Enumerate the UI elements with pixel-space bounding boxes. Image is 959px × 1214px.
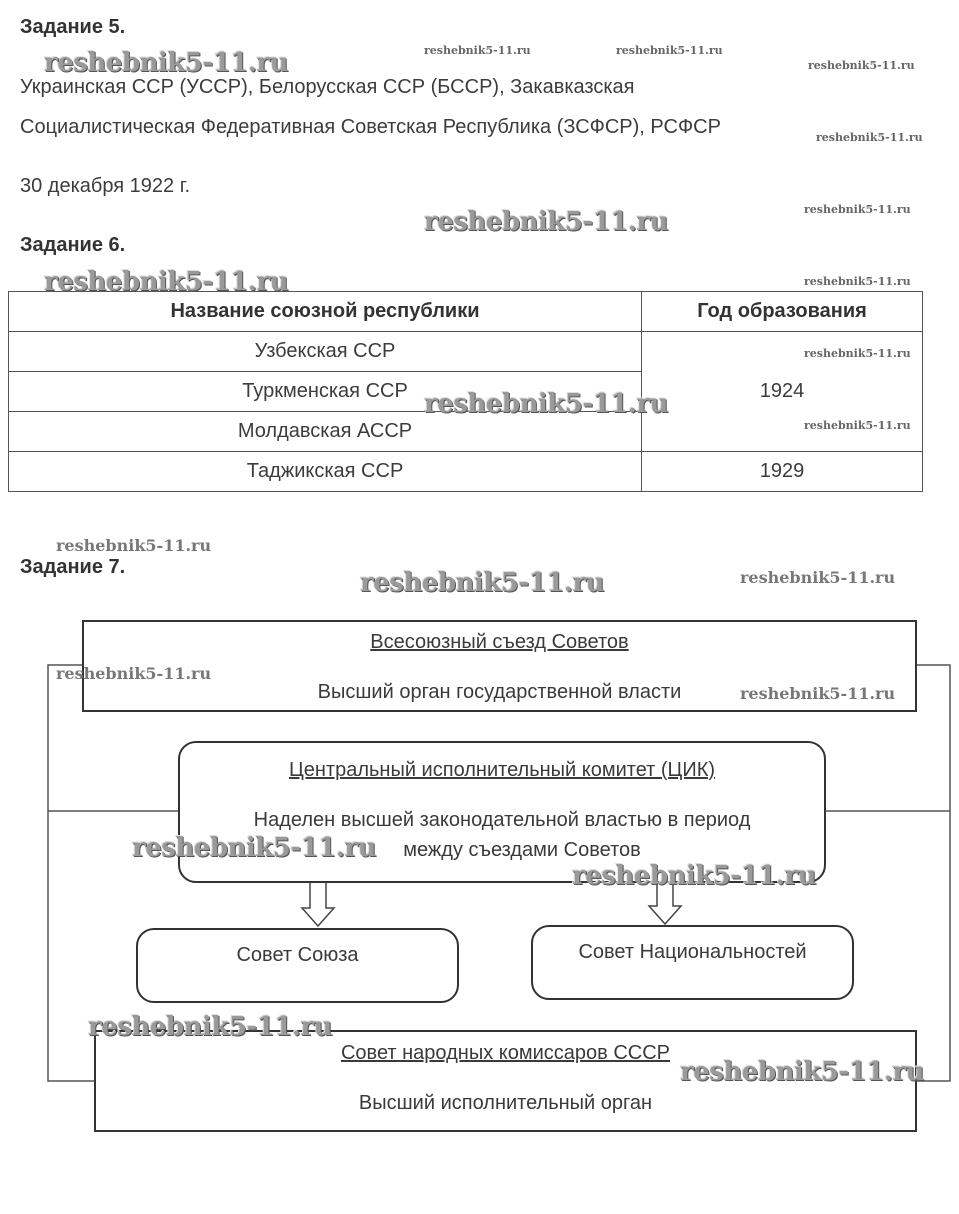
year-cell: 1929: [642, 452, 923, 492]
nationalities-council-label: Совет Национальностей: [578, 941, 807, 963]
watermark: reshebnik5-11.ru: [572, 861, 817, 891]
right-connector: [916, 665, 950, 1081]
cik-title: Центральный исполнительный комитет (ЦИК): [288, 759, 716, 781]
watermark: reshebnik5-11.ru: [424, 44, 531, 57]
congress-text: Высший орган государственной власти: [317, 681, 682, 703]
watermark: reshebnik5-11.ru: [424, 207, 669, 237]
watermark: reshebnik5-11.ru: [44, 267, 289, 297]
union-council-label: Совет Союза: [236, 944, 359, 966]
cik-text-line1: Наделен высшей законодательной властью в период: [253, 809, 751, 831]
task5-date: 30 декабря 1922 г.: [20, 175, 191, 197]
watermark: reshebnik5-11.ru: [424, 389, 669, 419]
sovnarkom-title: Совет народных комиссаров СССР: [340, 1042, 670, 1064]
republic-cell: Туркменская ССР: [9, 372, 642, 412]
watermark: reshebnik5-11.ru: [804, 275, 911, 288]
watermark: reshebnik5-11.ru: [804, 419, 911, 432]
watermark: reshebnik5-11.ru: [360, 568, 605, 598]
nationalities-council-box: [531, 925, 854, 1000]
republic-cell: Узбекская ССР: [9, 332, 642, 372]
arrow-down-icon: [302, 882, 334, 926]
watermark: reshebnik5-11.ru: [56, 664, 212, 683]
watermark: reshebnik5-11.ru: [88, 1012, 333, 1042]
union-council-box: [136, 928, 459, 1003]
cik-text-line2: между съездами Советов: [403, 839, 641, 861]
watermark: reshebnik5-11.ru: [740, 684, 896, 703]
task6-heading: Задание 6.: [20, 234, 126, 256]
sovnarkom-text: Высший исполнительный орган: [358, 1092, 653, 1114]
task5-answer-line1: Украинская ССР (УССР), Белорусская ССР (БССР), Закавказская: [20, 76, 635, 98]
task7-heading: Задание 7.: [20, 556, 126, 578]
congress-title: Всесоюзный съезд Советов: [370, 631, 629, 653]
watermark: reshebnik5-11.ru: [816, 131, 923, 144]
task5-heading: Задание 5.: [20, 16, 126, 38]
watermark: reshebnik5-11.ru: [56, 536, 212, 555]
watermark: reshebnik5-11.ru: [740, 568, 896, 587]
republic-cell: Молдавская АССР: [9, 412, 642, 452]
watermark: reshebnik5-11.ru: [132, 833, 377, 863]
col-header-republic: Название союзной республики: [9, 292, 642, 332]
task5-answer-line2: Социалистическая Федеративная Советская Республика (ЗСФСР), РСФСР: [20, 116, 721, 138]
watermark: reshebnik5-11.ru: [804, 347, 911, 360]
watermark: reshebnik5-11.ru: [680, 1057, 925, 1087]
watermark: reshebnik5-11.ru: [616, 44, 723, 57]
watermark: reshebnik5-11.ru: [808, 59, 915, 72]
col-header-year: Год образования: [642, 292, 923, 332]
year-cell: 1924: [642, 332, 923, 452]
watermark: reshebnik5-11.ru: [804, 203, 911, 216]
republic-cell: Таджикская ССР: [9, 452, 642, 492]
watermark: reshebnik5-11.ru: [44, 48, 289, 78]
